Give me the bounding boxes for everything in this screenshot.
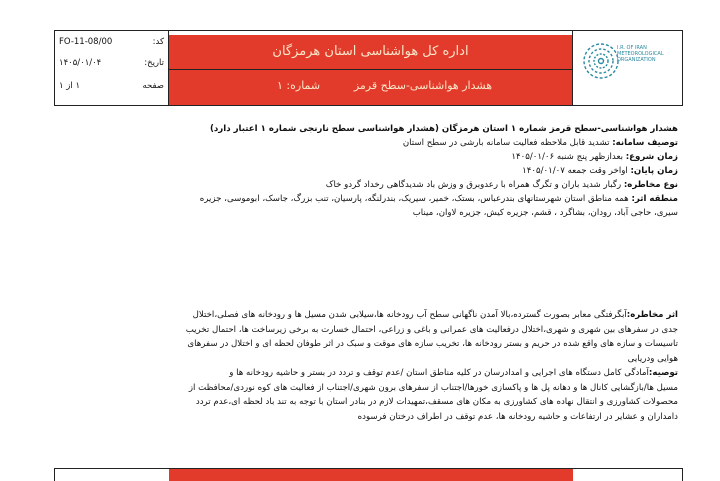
start-time: زمان شروع: بعدازظهر پنج شنبه ۱۴۰۵/۰۱/۰۶ [511, 152, 678, 162]
end-time: زمان پایان: اواخر وقت جمعه ۱۴۰۵/۰۱/۰۷ [522, 166, 678, 176]
warning-banner [169, 70, 572, 105]
form-codes-cell [55, 31, 169, 105]
code-value: FO-11-08/00 [59, 37, 113, 47]
warning-heading: هشدار هواشناسی-سطح قرمز شماره ۱ استان هرمزگان (هشدار هواشناسی سطح نارنجی شماره ۱ اعتبار دارد) [209, 124, 678, 134]
code-row [59, 37, 164, 53]
advice-line4: دامداران و عشایر در ارتفاعات و حاشیه رودخانه ها، عدم توقف در اطراف درختان فرسوده [357, 411, 678, 422]
affected-area-cont: سیری، حاجی آباد، رودان، بشاگرد ، قشم، جزیره کیش، جزیره لاوان، میناب [412, 208, 678, 218]
document-body-effects [68, 308, 678, 424]
meteorological-organization-logo-icon [581, 41, 621, 81]
code-label: کد: [152, 37, 164, 47]
warning-number: شماره: ۱ [277, 79, 321, 92]
advice-line2: مسیل ها/بازگشایی کانال ها و دهانه پل ها و پاکسازی خورها/اجتناب از سفرهای برون شهری/اجتناب از فعالیت های کوه نوردی/محافظت از [188, 382, 678, 393]
logo-caption: I.R. OF IRAN METEOROLOGICAL ORGANIZATION [617, 45, 664, 63]
next-table-edge [54, 468, 683, 481]
page-value: ۱ از ۱ [59, 81, 81, 91]
advice-line3: محصولات کشاورزی و انتقال نهاده های کشاورزی به مکان های مسقف،تمهیدات لازم در بنادر استان با توجه به تند باد لحظه ای،عدم تردد [195, 397, 678, 407]
next-table-red-band [169, 469, 573, 481]
type-label: نوع مخاطره: [623, 180, 678, 190]
affected-area: منطقه اثر: همه مناطق استان شهرستانهای بندرعباس، بستک، خمیر، سیریک، بندرلنگه، پارسیان، تنب بزرگ، جاسک، ابوموسی، جزیره [199, 194, 678, 204]
system-label: توصیف سامانه: [612, 138, 678, 148]
page-row [59, 81, 164, 97]
advice-label: توصیه: [648, 368, 678, 378]
hazard-effect: اثر مخاطره:آبگرفتگی معابر بصورت گسترده،بالا آمدن ناگهانی سطح آب رودخانه ها،سیلابی شدن مسیل ها و رودخانه های فصلی،اختلال [192, 310, 678, 320]
effect-label: اثر مخاطره: [626, 310, 678, 320]
titles-cell [169, 31, 573, 105]
document-header [54, 30, 683, 106]
logo-cell [573, 31, 682, 105]
start-label: زمان شروع: [625, 152, 678, 162]
document-body [68, 122, 678, 220]
hazard-type: نوع مخاطره: رگبار شدید باران و تگرگ همراه با رعدوبرق و وزش باد شدیدگاهی رخداد گردو خاک [325, 180, 678, 190]
hazard-effect-line2: جدی در سفرهای بین شهری و شهری،اختلال درفعالیت های عمرانی و باغی و زراعی، احتمال خسارت به برخی زیرساخت ها، احتمال تخریب [185, 324, 678, 335]
hazard-effect-line3: تاسیسات و سازه های واقع شده در حریم و بستر رودخانه ها، تخریب سازه های موقت و سبک در اثر طوفان لحظه ای و اختلال در سفرهای [187, 339, 678, 349]
page-label: صفحه [142, 81, 164, 91]
area-label: منطقه اثر: [631, 194, 678, 204]
date-value: ۱۴۰۵/۰۱/۰۴ [59, 58, 102, 68]
system-description: توصیف سامانه: تشدید قابل ملاحظه فعالیت سامانه بارشی در سطح استان [402, 138, 678, 148]
date-label: تاریخ: [144, 58, 164, 68]
hazard-effect-line4: هوایی ودریایی [627, 353, 678, 364]
end-label: زمان پایان: [630, 166, 678, 176]
warning-title: هشدار هواشناسی-سطح قرمز [353, 79, 492, 92]
date-row [59, 58, 164, 74]
org-title: اداره کل هواشناسی استان هرمزگان [169, 35, 572, 70]
advice: توصیه:آمادگی کامل دستگاه های اجرایی و امدادرسان در کلیه مناطق استان /عدم توقف و تردد در بستر و حاشیه رودخانه ها و [229, 368, 678, 378]
